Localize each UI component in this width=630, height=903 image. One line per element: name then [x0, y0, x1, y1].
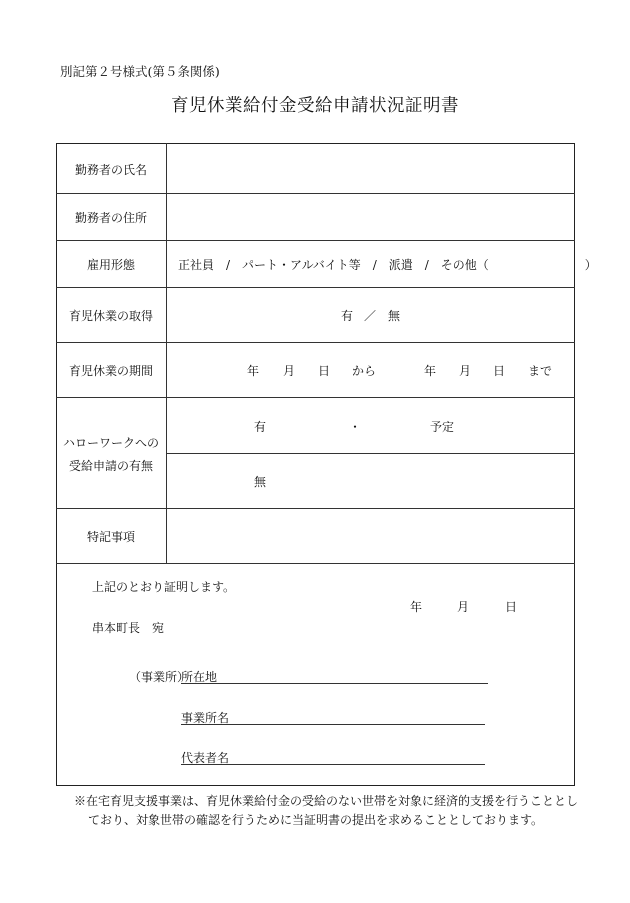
cert-month: 月 — [457, 600, 470, 614]
certification-statement: 上記のとおり証明します。 — [92, 580, 236, 594]
row-divider — [56, 563, 575, 564]
hellowork-yes: 有 — [254, 420, 267, 434]
hellowork-dot: ・ — [349, 420, 362, 434]
office-prefix: （事業所） — [129, 670, 190, 684]
document-title: 育児休業給付金受給申請状況証明書 — [171, 96, 459, 116]
row-divider — [56, 342, 575, 343]
cert-day: 日 — [505, 600, 518, 614]
leave-taken-yes: 有 — [341, 309, 354, 323]
leave-period-label: 育児休業の期間 — [68, 364, 153, 378]
column-divider — [166, 143, 167, 563]
office-location-label: 所在地 — [181, 670, 218, 684]
address-label: 勤務者の住所 — [74, 211, 147, 225]
addressee: 串本町長 宛 — [92, 621, 165, 635]
row-divider-inner — [166, 453, 575, 454]
leave-taken-separator: ／ — [364, 309, 377, 323]
employment-type-options: 正社員 / パート・アルバイト等 / 派遣 / その他（ ） — [178, 258, 597, 272]
row-divider — [56, 397, 575, 398]
period-from: から — [352, 364, 377, 378]
cert-year: 年 — [410, 600, 423, 614]
period-start-day: 日 — [318, 364, 331, 378]
representative-label: 代表者名 — [181, 751, 230, 765]
period-until: まで — [528, 364, 553, 378]
period-start-year: 年 — [247, 364, 260, 378]
row-divider — [56, 287, 575, 288]
leave-taken-no: 無 — [388, 309, 401, 323]
period-end-day: 日 — [493, 364, 506, 378]
name-label: 勤務者の氏名 — [74, 163, 147, 177]
office-location-line — [181, 683, 488, 684]
leave-taken-label: 育児休業の取得 — [68, 309, 153, 323]
office-name-line — [181, 724, 485, 725]
hellowork-planned: 予定 — [430, 420, 455, 434]
footnote-line1: ※在宅育児支援事業は、育児休業給付金の受給のない世帯を対象に経済的支援を行うこととし — [74, 794, 579, 808]
period-end-year: 年 — [424, 364, 437, 378]
footnote-line2: ており、対象世帯の確認を行うために当証明書の提出を求めることとしております。 — [88, 813, 544, 827]
office-name-label: 事業所名 — [181, 711, 230, 725]
hellowork-label-line1: ハローワークへの — [62, 436, 159, 450]
period-start-month: 月 — [283, 364, 296, 378]
row-divider — [56, 193, 575, 194]
hellowork-label-line2: 受給申請の有無 — [68, 459, 153, 473]
representative-line — [181, 764, 485, 765]
form-number-note: 別記第２号様式(第５条関係) — [60, 64, 220, 79]
remarks-label: 特記事項 — [86, 530, 135, 544]
employment-type-label: 雇用形態 — [86, 258, 135, 272]
row-divider — [56, 508, 575, 509]
period-end-month: 月 — [459, 364, 472, 378]
hellowork-no: 無 — [254, 475, 267, 489]
row-divider — [56, 240, 575, 241]
